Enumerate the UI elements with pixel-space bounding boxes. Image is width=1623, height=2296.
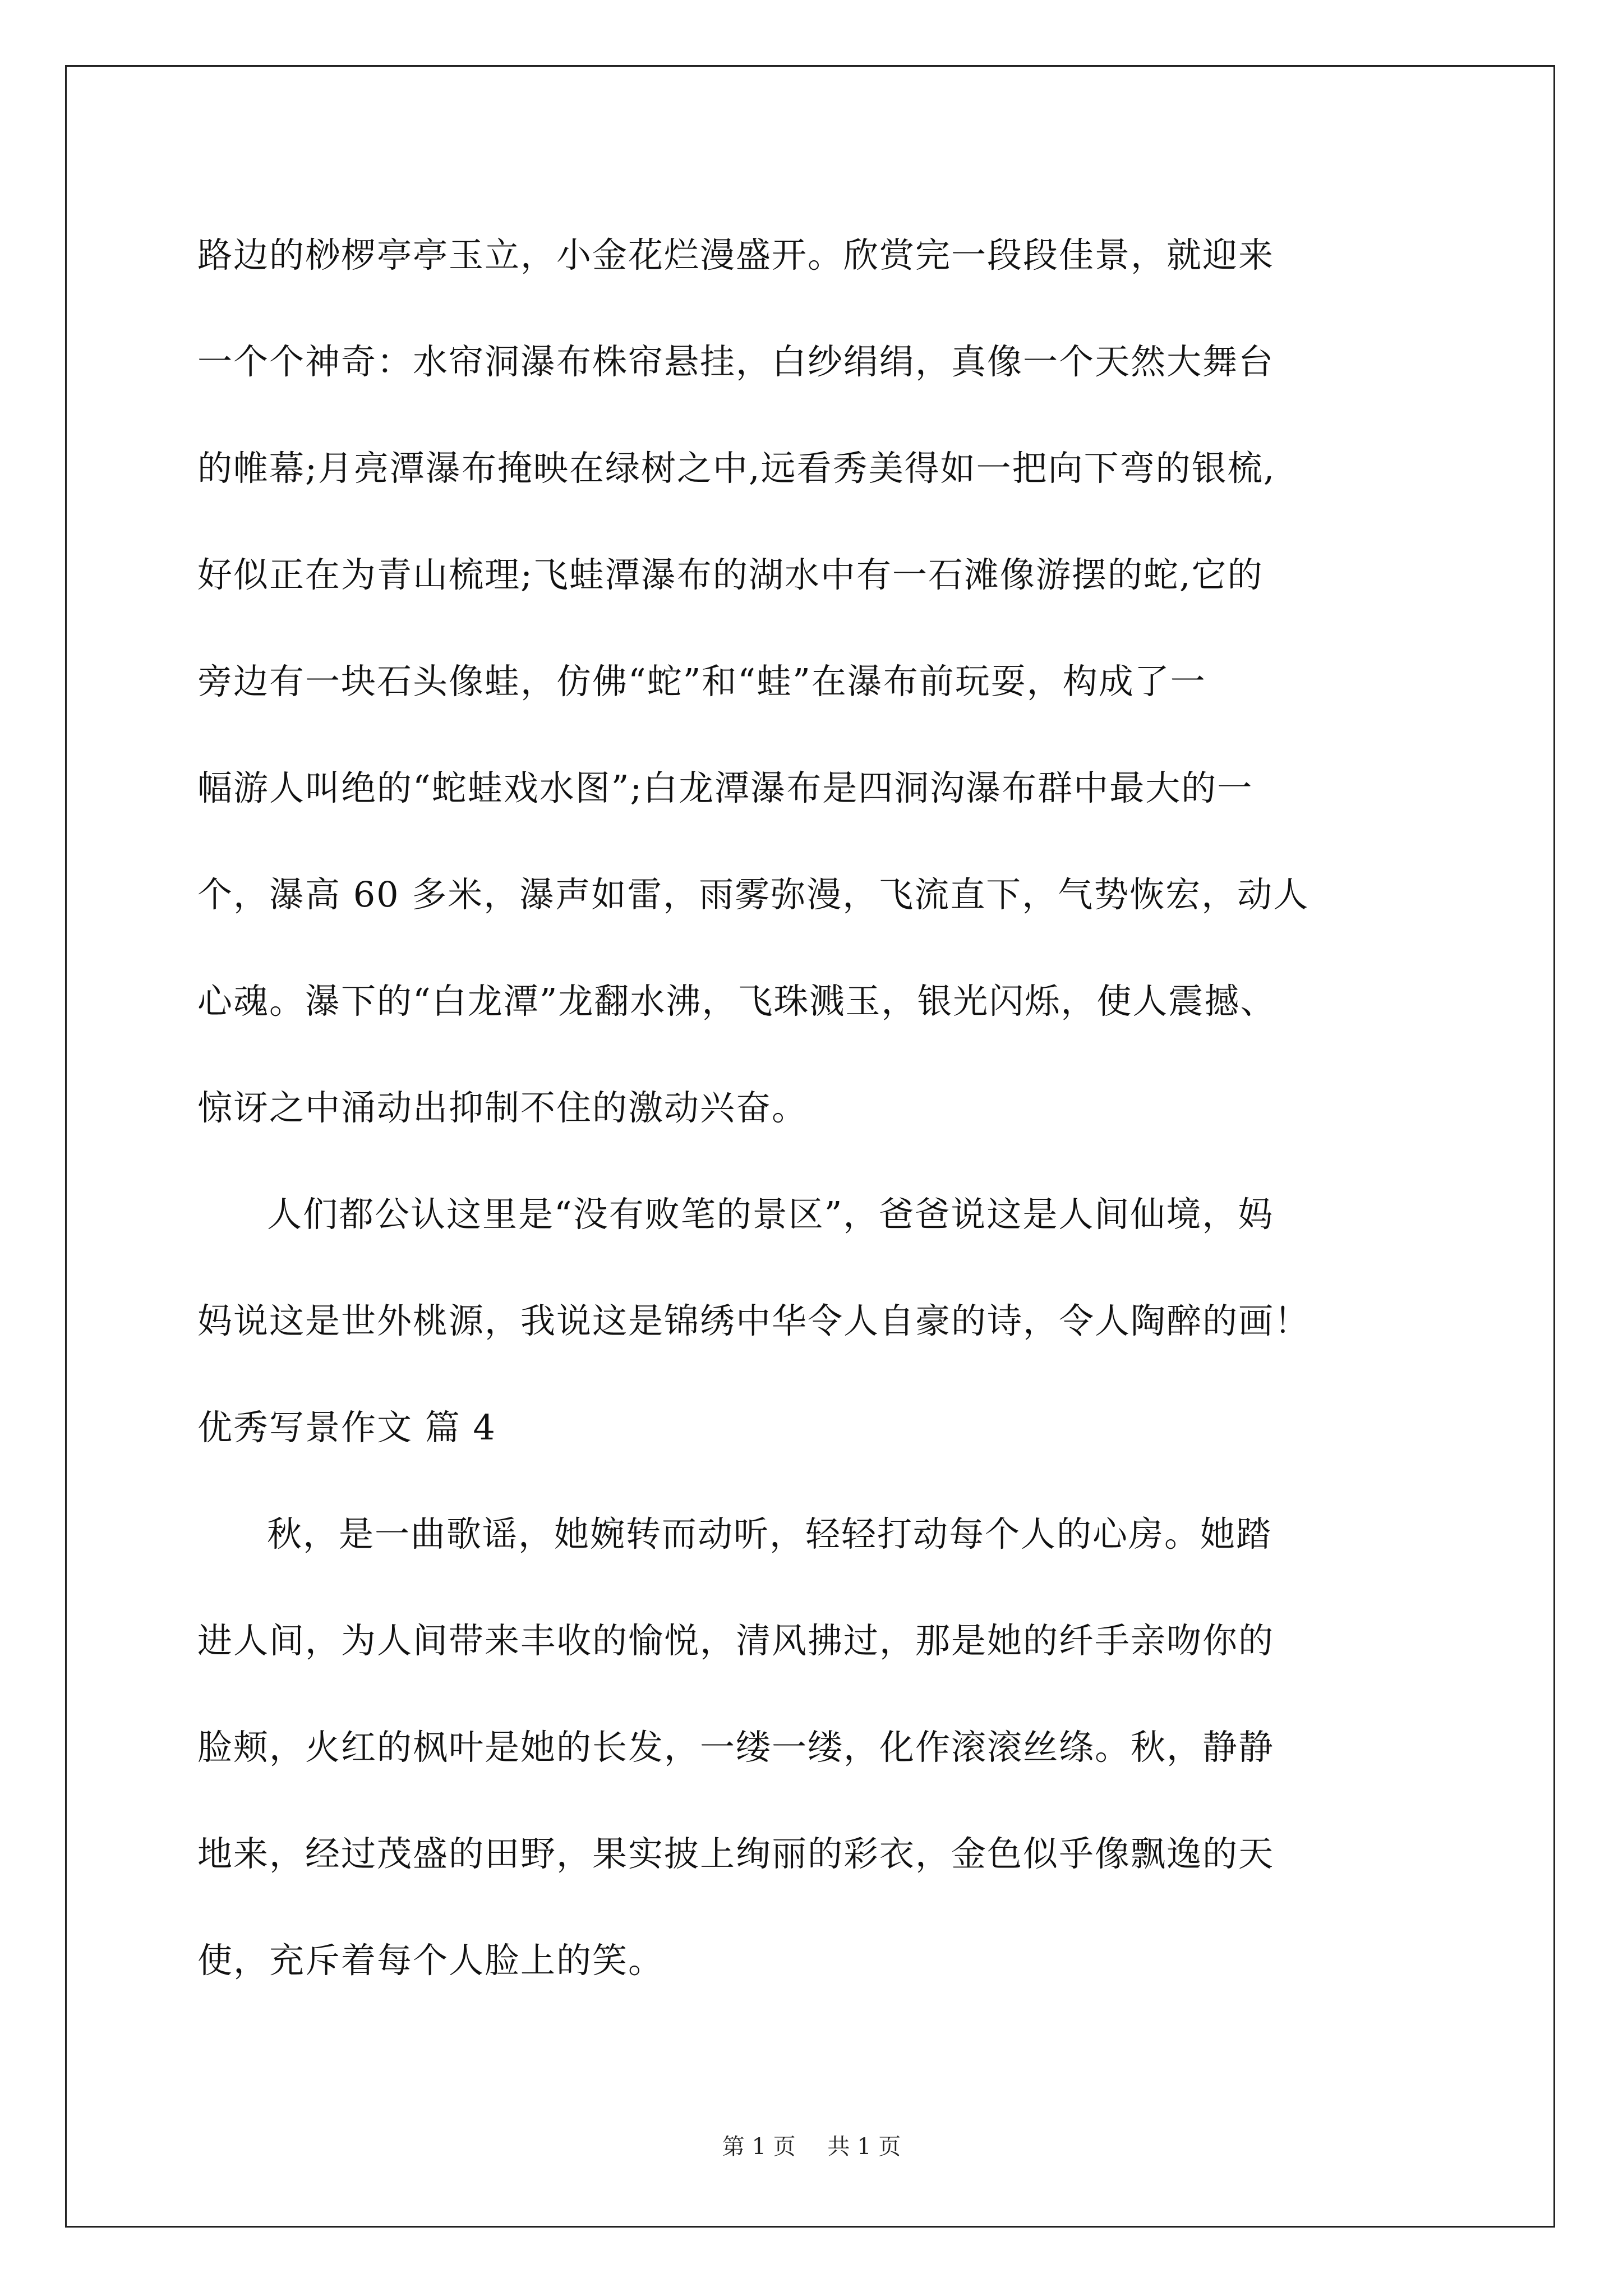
text-line: 心魂。瀑下的“白龙潭”龙翻水沸，飞珠溅玉，银光闪烁，使人震撼、 [197,981,1276,1022]
text-line: 使，充斥着每个人脸上的笑。 [197,1940,665,1981]
text-line: 惊讶之中涌动出抑制不住的激动兴奋。 [197,1087,808,1128]
text-line: 路边的桫椤亭亭玉立，小金花烂漫盛开。欣赏完一段段佳景，就迎来 [197,234,1275,275]
text-line: 好似正在为青山梳理;飞蛙潭瀑布的湖水中有一石滩像游摆的蛇,它的 [197,554,1264,595]
document-body [197,202,1431,2014]
page-number: 第 1 页 [722,2134,796,2160]
text-line: 一个个神奇：水帘洞瀑布株帘悬挂，白纱绢绢，真像一个天然大舞台 [197,341,1275,382]
text-line: 幅游人叫绝的“蛇蛙戏水图”;白龙潭瀑布是四洞沟瀑布群中最大的一 [197,767,1253,808]
text-line: 地来，经过茂盛的田野，果实披上绚丽的彩衣，金色似乎像飘逸的天 [197,1833,1275,1874]
paragraph-first-line: 秋，是一曲歌谣，她婉转而动听，轻轻打动每个人的心房。她踏 [267,1513,1272,1554]
section-heading: 优秀写景作文 篇 4 [197,1407,496,1448]
page-total: 共 1 页 [827,2134,901,2160]
paragraph-first-line: 人们都公认这里是“没有败笔的景区”，爸爸说这是人间仙境，妈 [267,1194,1274,1235]
text-line: 妈说这是世外桃源，我说这是锦绣中华令人自豪的诗，令人陶醉的画！ [197,1300,1311,1341]
text-line: 进人间，为人间带来丰收的愉悦，清风拂过，那是她的纤手亲吻你的 [197,1620,1275,1661]
text-line: 的帷幕;月亮潭瀑布掩映在绿树之中,远看秀美得如一把向下弯的银梳, [197,448,1276,489]
text-line: 旁边有一块石头像蛙，仿佛“蛇”和“蛙”在瀑布前玩耍，构成了一 [197,661,1206,702]
text-line: 脸颊，火红的枫叶是她的长发，一缕一缕，化作滚滚丝绦。秋，静静 [197,1727,1275,1768]
text-line: 个，瀑高 60 多米，瀑声如雷，雨雾弥漫，飞流直下，气势恢宏，动人 [197,874,1310,915]
page-footer [0,2129,1623,2161]
